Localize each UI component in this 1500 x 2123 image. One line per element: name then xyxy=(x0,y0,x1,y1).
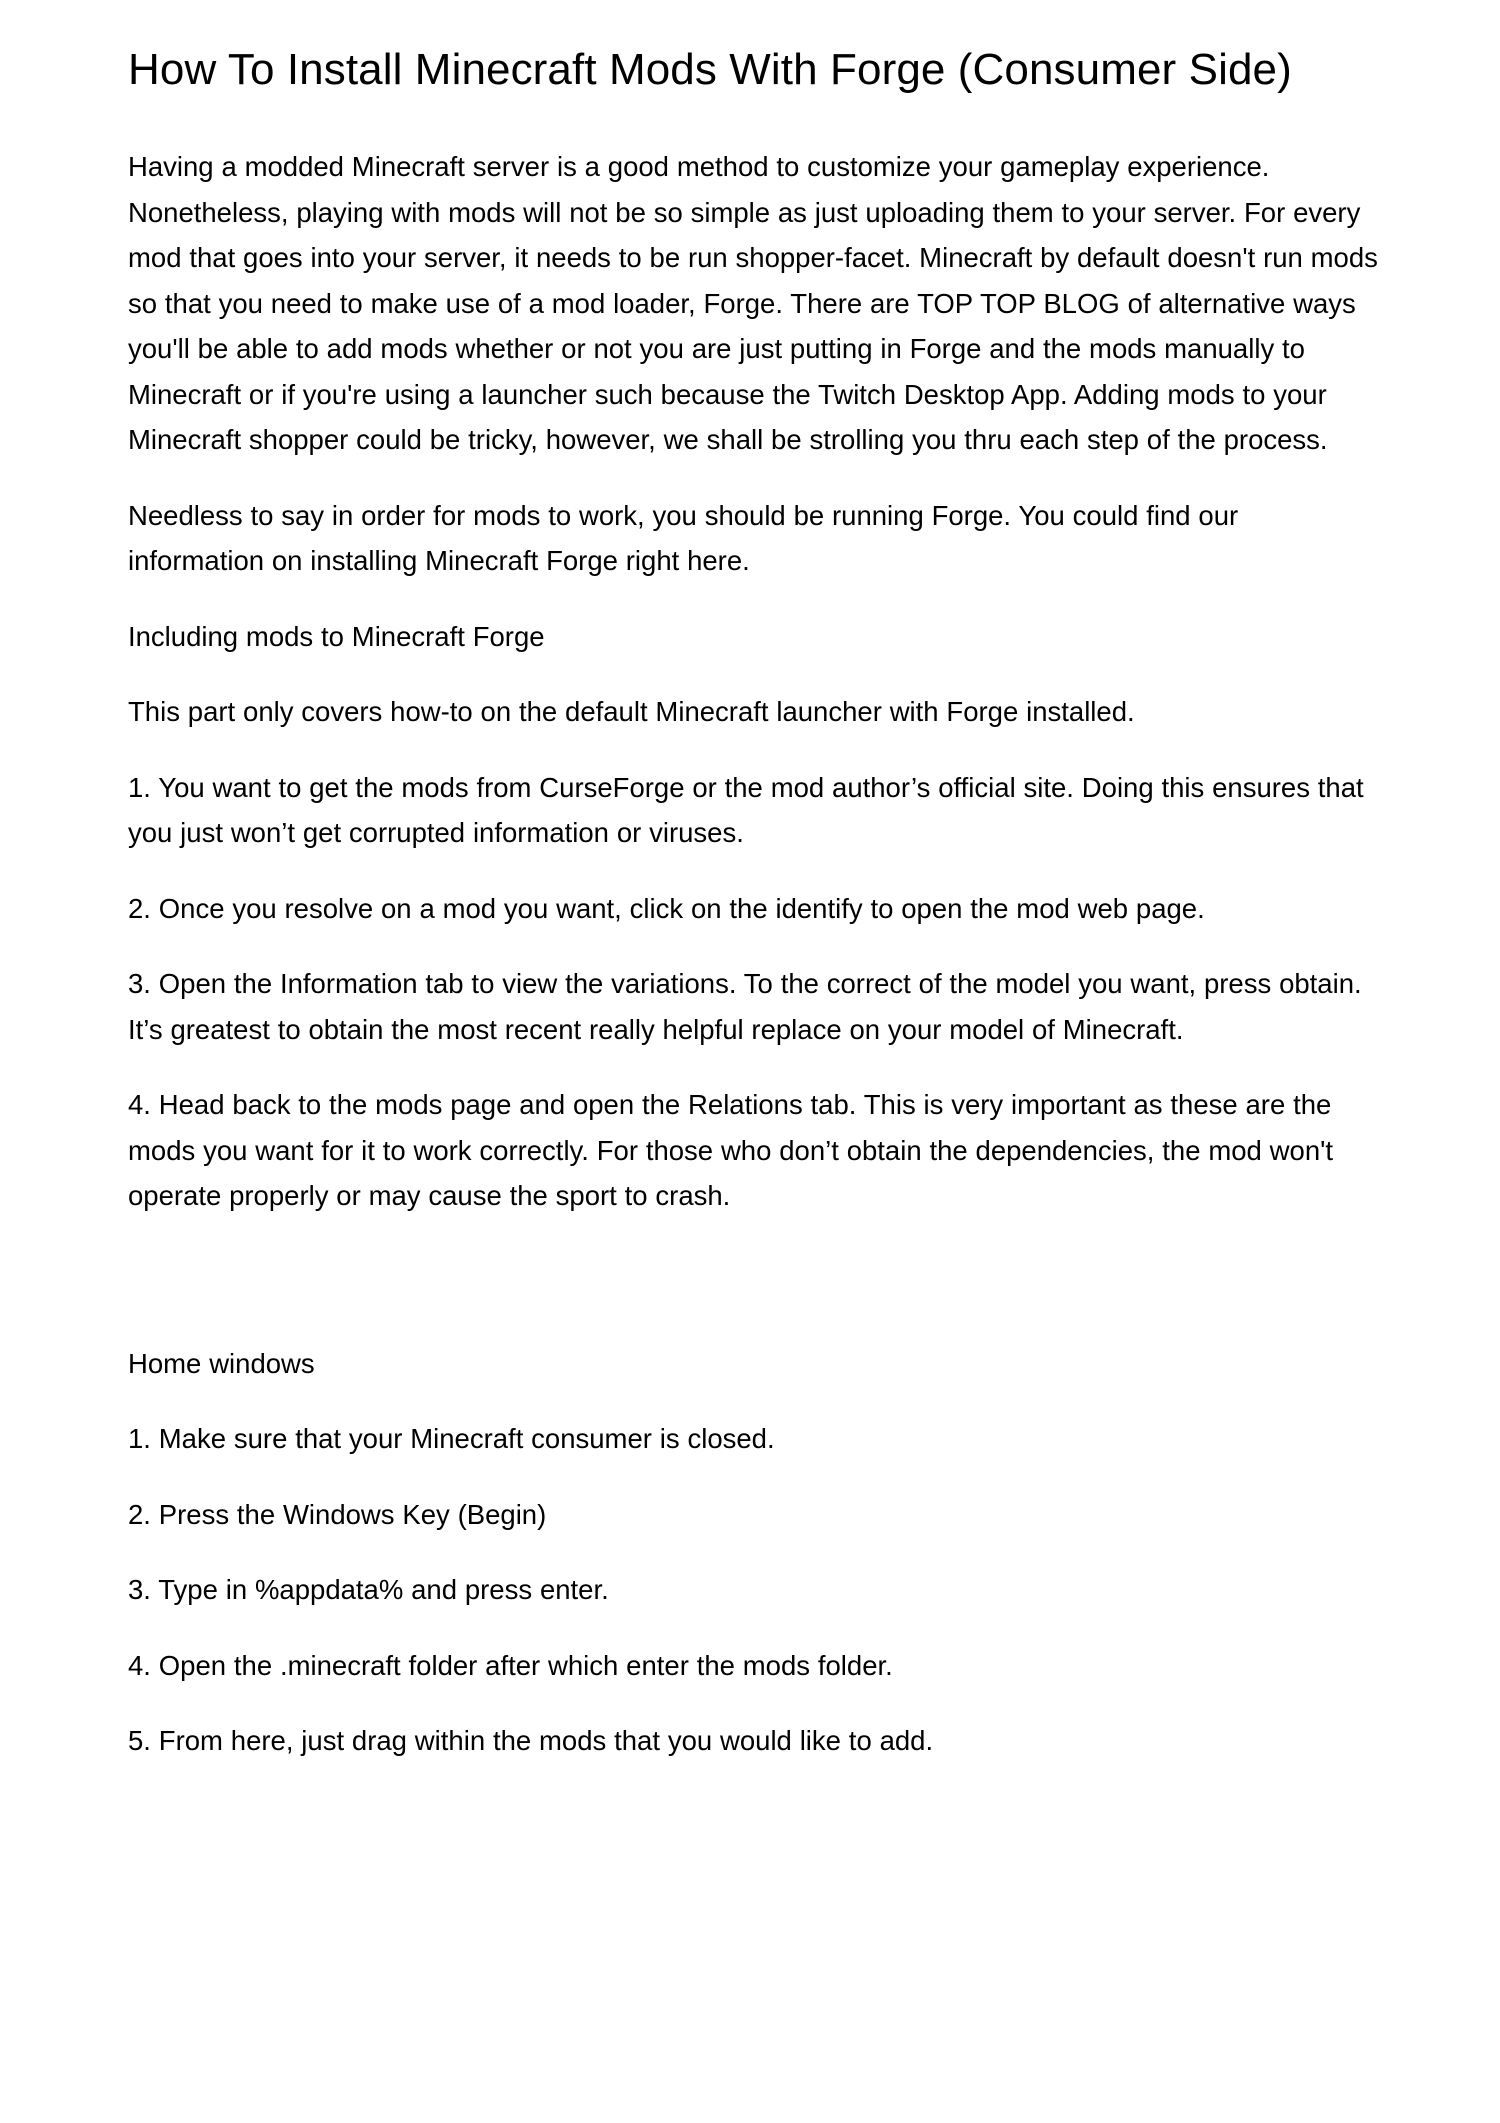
section-heading-including-mods: Including mods to Minecraft Forge xyxy=(128,620,545,652)
windows-step-1: 1. Make sure that your Minecraft consumer is closed. xyxy=(128,1423,775,1454)
forge-step-4: 4. Head back to the mods page and open the Relations tab. This is very important as these are the mods you want for it to work correctly. For those who don’t obtain the dependencies, the mod won't operate properly or may cause the sport to crash. xyxy=(128,1089,1334,1211)
section-heading-home-windows: Home windows xyxy=(128,1347,315,1379)
forge-step-1: 1. You want to get the mods from CurseForge or the mod author’s official site. Doing this ensures that you just won’t get corrupted information or viruses. xyxy=(128,771,1364,848)
windows-step-5: 5. From here, just drag within the mods that you would like to add. xyxy=(128,1725,934,1756)
forge-step-3: 3. Open the Information tab to view the variations. To the correct of the model you want, press obtain. It’s greatest to obtain the most recent really helpful replace on your model of Minecraft. xyxy=(128,968,1362,1045)
page-title: How To Install Minecraft Mods With Forge (Consumer Side) xyxy=(128,45,1292,94)
windows-step-3: 3. Type in %appdata% and press enter. xyxy=(128,1574,609,1605)
scope-paragraph: This part only covers how-to on the default Minecraft launcher with Forge installed. xyxy=(128,696,1135,727)
forge-requirement-paragraph: Needless to say in order for mods to work, you should be running Forge. You could find our information on installing Minecraft Forge right here. xyxy=(128,499,1239,576)
intro-paragraph: Having a modded Minecraft server is a good method to customize your gameplay experience. Nonetheless, playing with mods will not be so simple as just uploading them to your server. For every mod that goes into your server, it needs to be run shopper-facet. Minecraft by default doesn't run mods so that you need to make use of a mod loader, Forge. There are TOP TOP BLOG of alternative ways you'll be able to add mods whether or not you are just putting in Forge and the mods manually to Minecraft or if you're using a launcher such because the Twitch Desktop App. Adding mods to your Minecraft shopper could be tricky, however, we shall be strolling you thru each step of the process. xyxy=(128,151,1378,455)
windows-step-2: 2. Press the Windows Key (Begin) xyxy=(128,1498,547,1530)
document-content-column xyxy=(128,0,1378,1764)
forge-step-2: 2. Once you resolve on a mod you want, click on the identify to open the mod web page. xyxy=(128,892,1205,924)
section-divider-space xyxy=(128,1219,1378,1265)
windows-step-4: 4. Open the .minecraft folder after which enter the mods folder. xyxy=(128,1649,893,1681)
